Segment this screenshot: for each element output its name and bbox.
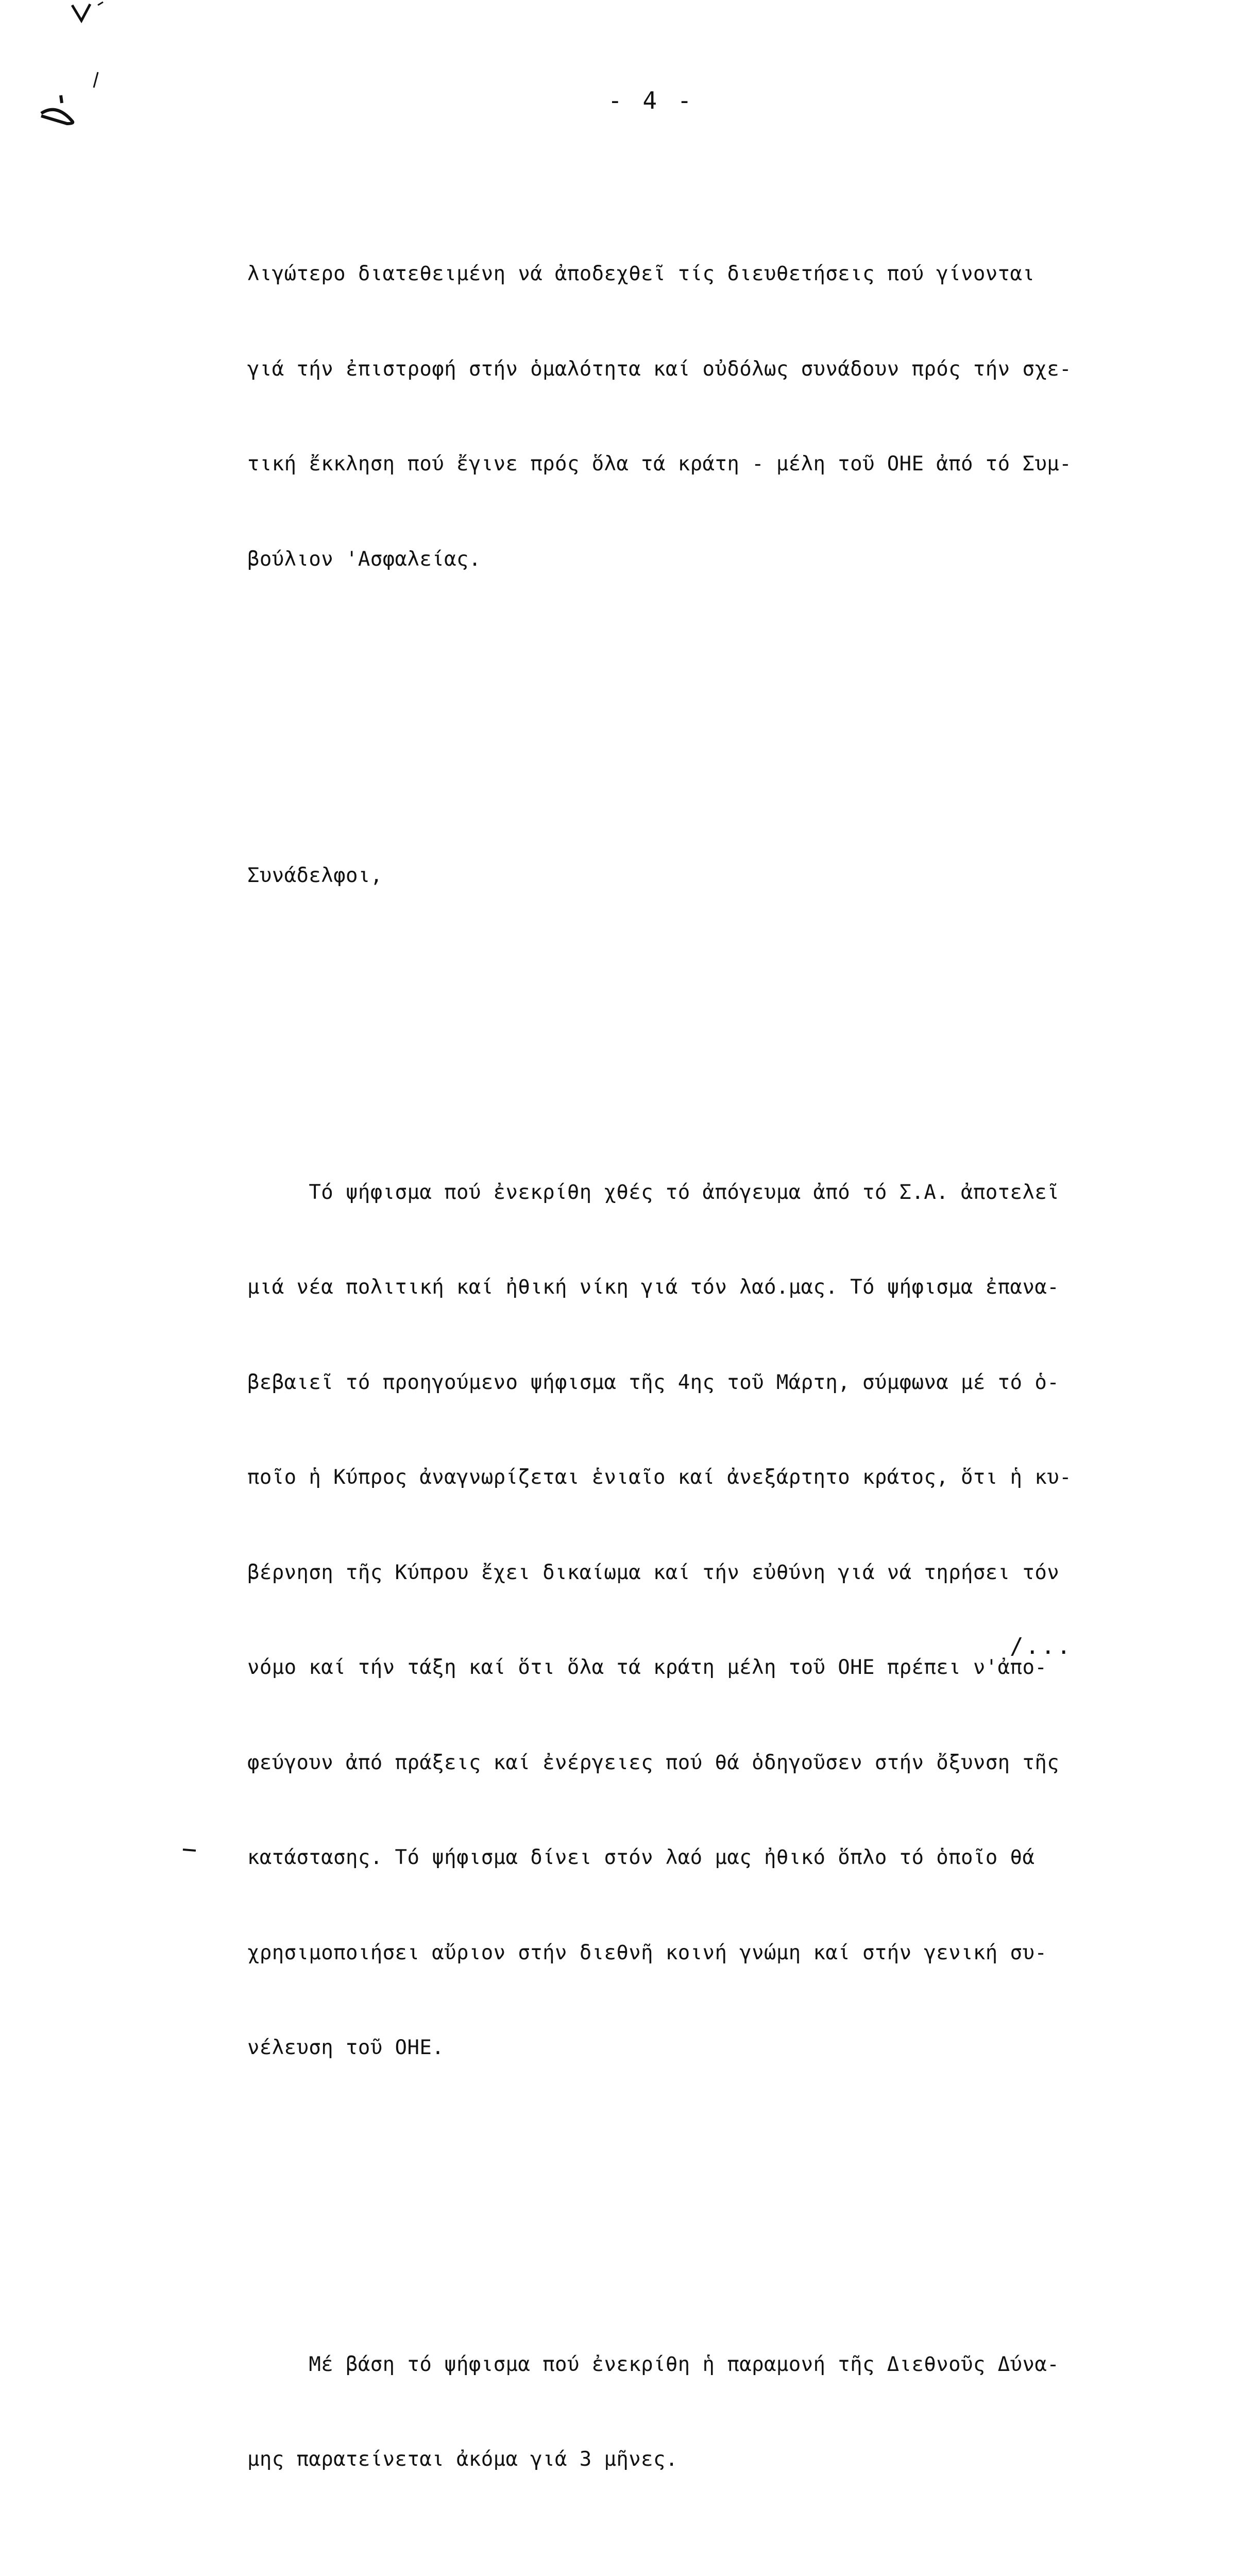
text-line: βέρνηση τῆς Κύπρου ἔχει δικαίωμα καί τήν εὐθύνη γιά νά τηρήσει τόν xyxy=(247,1561,1060,1584)
text-line: φεύγουν ἀπό πράξεις καί ἐνέργειες πού θά ὁδηγοῦσεν στήν ὄξυνση τῆς xyxy=(247,1751,1060,1774)
text-line: λιγώτερο διατεθειμένη νά ἀποδεχθεῖ τίς διευθετήσεις πού γίνονται xyxy=(247,262,1035,285)
text-line: κατάστασης. Τό ψήφισμα δίνει στόν λαό μας ἠθικό ὅπλο τό ὁποῖο θά xyxy=(247,1846,1035,1869)
text-line: ποῖο ἡ Κύπρος ἀναγνωρίζεται ἑνιαῖο καί ἀνεξάρτητο κράτος, ὅτι ἡ κυ- xyxy=(247,1466,1072,1489)
salutation xyxy=(247,796,1185,955)
text-line: Τό ψήφισμα πού ἐνεκρίθη χθές τό ἀπόγευμα ἀπό τό Σ.Α. ἀποτελεῖ xyxy=(247,1180,1060,1204)
document-body xyxy=(247,131,1185,2576)
handwritten-mark xyxy=(21,0,124,134)
text-line: γιά τήν ἐπιστροφή στήν ὁμαλότητα καί οὐδόλως συνάδουν πρός τήν σχε- xyxy=(247,357,1072,381)
text-line: χρησιμοποιήσει αὔριον στήν διεθνῆ κοινή γνώμη καί στήν γενική συ- xyxy=(247,1941,1047,1964)
text-line: βεβαιεῖ τό προηγούμενο ψήφισμα τῆς 4ης τοῦ Μάρτη, σύμφωνα μέ τό ὁ- xyxy=(247,1370,1060,1394)
paragraph xyxy=(247,1113,1185,2127)
text-line: τική ἔκκληση πού ἔγινε πρός ὅλα τά κράτη - μέλη τοῦ ΟΗΕ ἀπό τό Συμ- xyxy=(247,452,1072,476)
paragraph xyxy=(247,2285,1185,2539)
text-line: μιά νέα πολιτική καί ἠθική νίκη γιά τόν λαό.μας. Τό ψήφισμα ἐπανα- xyxy=(247,1276,1060,1299)
text-line: βούλιον 'Ασφαλείας. xyxy=(247,547,481,571)
stray-mark xyxy=(180,1844,201,1855)
paragraph xyxy=(247,195,1185,638)
page-number: - 4 - xyxy=(608,87,695,114)
text-line: νόμο καί τήν τάξη καί ὅτι ὅλα τά κράτη μέλη τοῦ ΟΗΕ πρέπει ν'ἀπο- xyxy=(247,1656,1047,1679)
continuation-mark: /... xyxy=(1010,1633,1073,1659)
text-line: Συνάδελφοι, xyxy=(247,864,383,887)
text-line: Μέ βάση τό ψήφισμα πού ἐνεκρίθη ἡ παραμονή τῆς Διεθνοῦς Δύνα- xyxy=(247,2352,1060,2376)
text-line: μης παρατείνεται ἀκόμα γιά 3 μῆνες. xyxy=(247,2448,678,2471)
text-line: νέλευση τοῦ ΟΗΕ. xyxy=(247,2036,445,2059)
